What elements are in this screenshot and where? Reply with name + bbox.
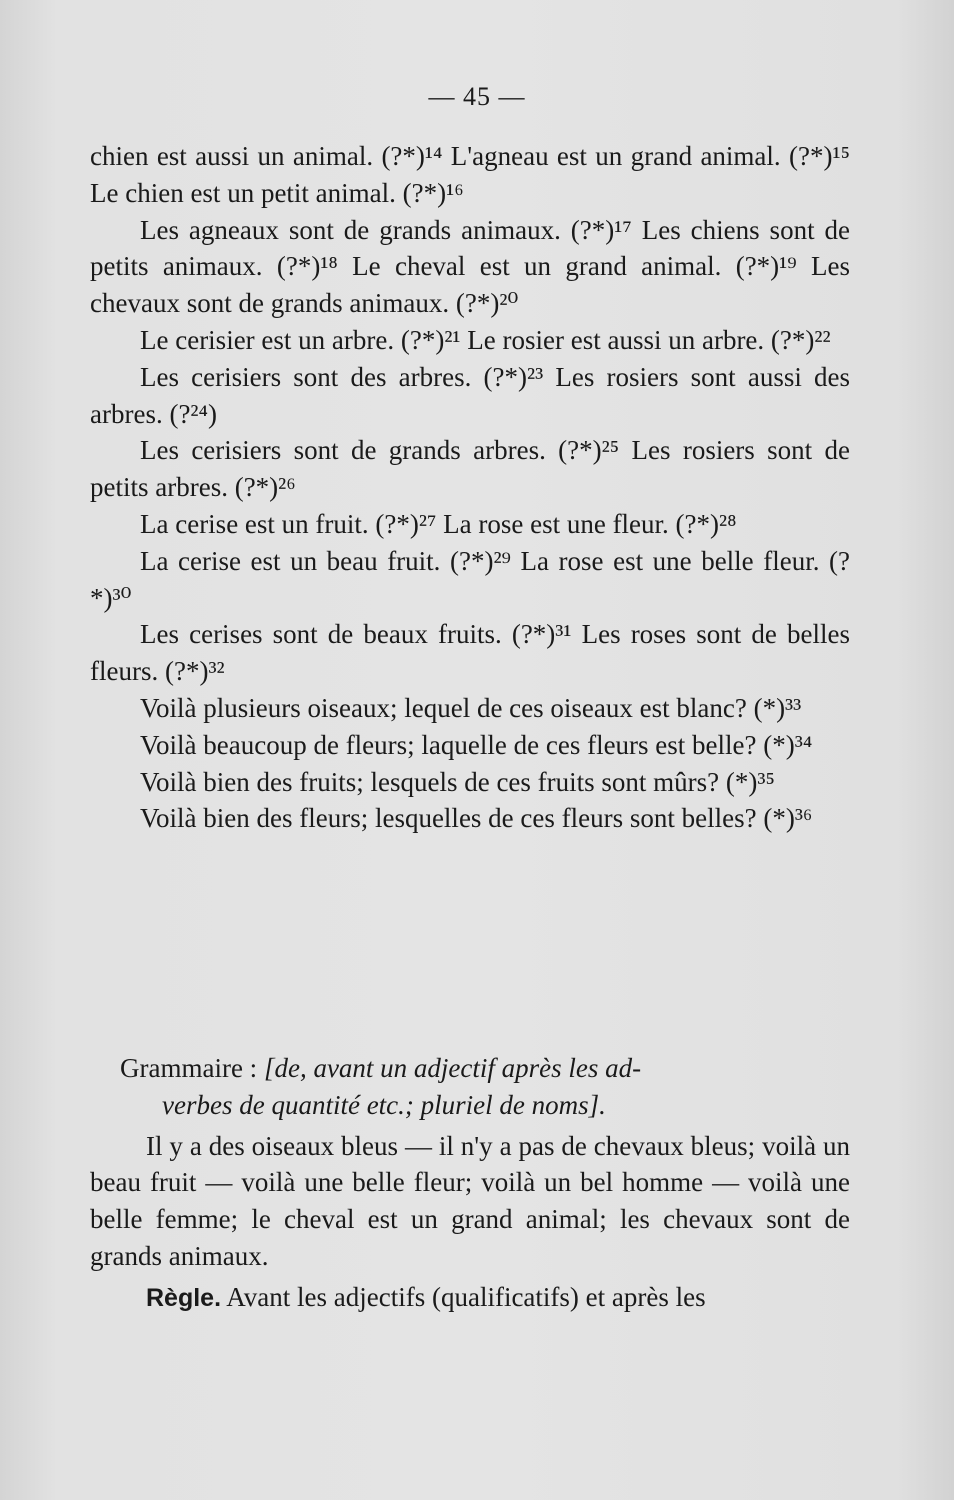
exercise-paragraph: Voilà bien des fleurs; lesquelles de ces fleurs sont belles? (*)³⁶ [140,803,813,834]
exercise-paragraph: Les cerisiers sont de grands arbres. (?*)²⁵ Les rosiers sont de petits arbres. (?*)²⁶ [90,435,850,503]
exercise-text [90,138,850,837]
exercise-paragraph: Voilà beaucoup de fleurs; laquelle de ces fleurs est belle? (*)³⁴ [140,729,813,760]
grammar-heading [90,1050,850,1124]
exercise-paragraph: Le cerisier est un arbre. (?*)²¹ Le rosier est aussi un arbre. (?*)²² [140,324,831,355]
grammar-note-line-1: [de, avant un adjectif après les ad- [263,1053,642,1083]
page-number: — 45 — [428,82,526,111]
grammar-note-line-2: verbes de quantité etc.; pluriel de noms]. [162,1089,606,1120]
exercise-paragraph: chien est aussi un animal. (?*)¹⁴ L'agneau est un grand animal. (?*)¹⁵ Le chien est un petit animal. (?*)¹⁶ [90,141,850,208]
rule-label: Règle. [146,1283,222,1312]
exercise-paragraph: Les agneaux sont de grands animaux. (?*)¹⁷ Les chiens sont de petits animaux. (?*)¹⁸ Le cheval est un grand animal. (?*)¹⁹ Les chevaux sont de grands animaux. (?*)²⁰ [90,214,850,319]
grammar-rule [90,1279,850,1317]
grammar-label: Grammaire : [120,1053,258,1083]
grammar-section [90,1050,850,1317]
exercise-paragraph: La cerise est un fruit. (?*)²⁷ La rose est une fleur. (?*)²⁸ [140,508,737,539]
rule-text: Avant les adjectifs (qualificatifs) et après les [226,1281,706,1312]
exercise-paragraph: Les cerisiers sont des arbres. (?*)²³ Les rosiers sont aussi des arbres. (?²⁴) [90,361,850,429]
grammar-examples: Il y a des oiseaux bleus — il n'y a pas de chevaux bleus; voilà un beau fruit — voilà une belle fleur; voilà un bel homme — voilà une belle femme; le cheval est un grand animal; les chevaux sont de grands animaux. [90,1130,850,1271]
exercise-paragraph: Voilà plusieurs oiseaux; lequel de ces oiseaux est blanc? (*)³³ [140,692,802,723]
exercise-paragraph: Les cerises sont de beaux fruits. (?*)³¹ Les roses sont de belles fleurs. (?*)³² [90,619,850,687]
exercise-paragraph: La cerise est un beau fruit. (?*)²⁹ La rose est une belle fleur. (?*)³⁰ [90,545,850,613]
exercise-paragraph: Voilà bien des fruits; lesquels de ces fruits sont mûrs? (*)³⁵ [140,766,775,797]
